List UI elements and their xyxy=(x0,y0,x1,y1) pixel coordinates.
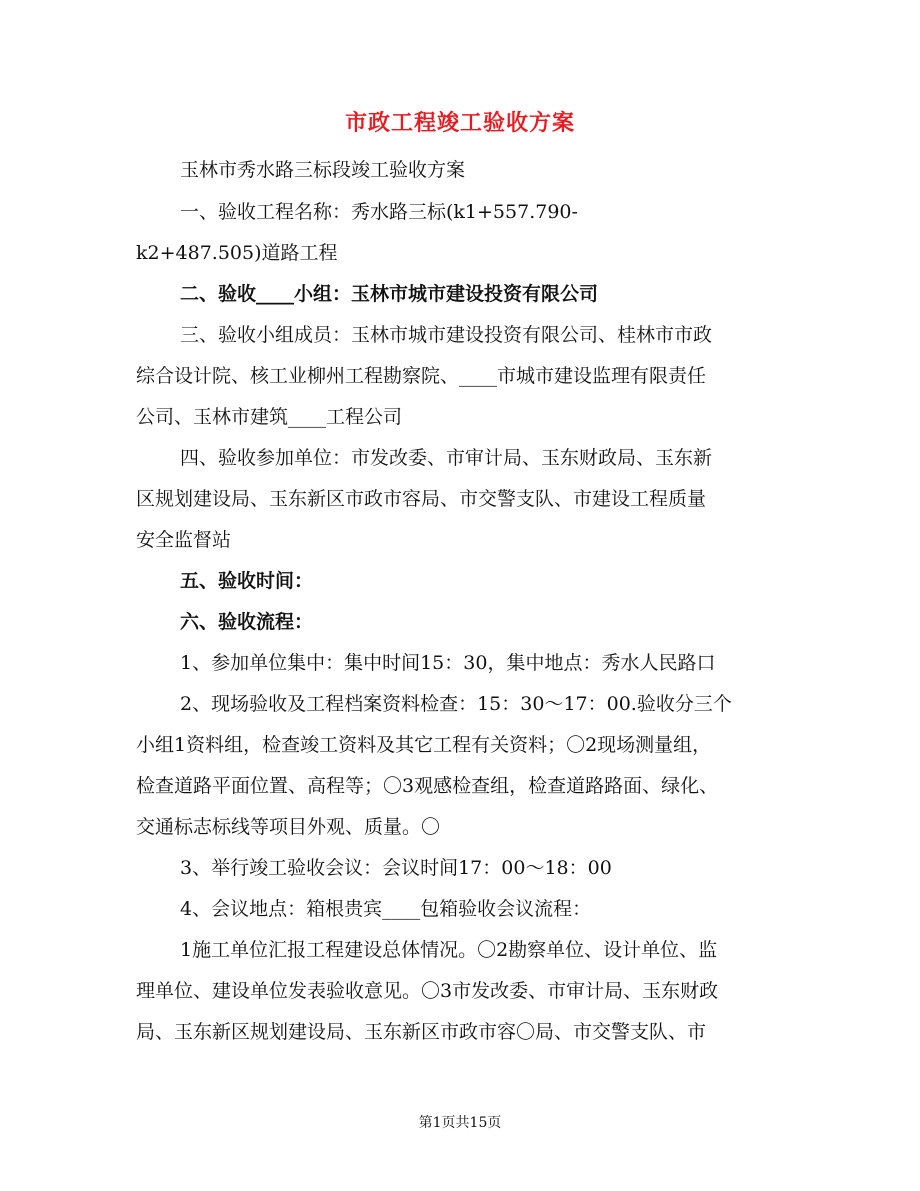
section-5-line: 五、验收时间： xyxy=(180,570,314,592)
section-3-line-3: 公司、玉林市建筑____工程公司 xyxy=(136,406,403,428)
step-2-line-2: 小组1资料组，检查竣工资料及其它工程有关资料；〇2现场测量组， xyxy=(136,734,712,756)
meeting-process-line-1: 1施工单位汇报工程建设总体情况。〇2勘察单位、设计单位、监 xyxy=(180,939,718,961)
subtitle-line: 玉林市秀水路三标段竣工验收方案 xyxy=(180,159,466,181)
section-1-line-1: 一、验收工程名称：秀水路三标(k1+557.790- xyxy=(180,201,578,223)
step-4-line: 4、会议地点：箱根贵宾____包箱验收会议流程： xyxy=(180,898,592,920)
section-3-line-1: 三、验收小组成员：玉林市城市建设投资有限公司、桂林市市政 xyxy=(180,324,713,346)
section-4-line-1: 四、验收参加单位：市发改委、市审计局、玉东财政局、玉东新 xyxy=(180,447,713,469)
section-3-line-2: 综合设计院、核工业柳州工程勘察院、____市城市建设监理有限责任 xyxy=(136,365,707,387)
step-3-line: 3、举行竣工验收会议：会议时间17：00～18：00 xyxy=(180,857,612,879)
section-6-line: 六、验收流程： xyxy=(180,611,314,633)
document-title: 市政工程竣工验收方案 xyxy=(344,110,575,136)
meeting-process-line-3: 局、玉东新区规划建设局、玉东新区市政市容〇局、市交警支队、市 xyxy=(136,1021,707,1043)
section-1-line-2: k2+487.505)道路工程 xyxy=(136,242,338,264)
section-4-line-2: 区规划建设局、玉东新区市政市容局、市交警支队、市建设工程质量 xyxy=(136,488,707,510)
meeting-process-line-2: 理单位、建设单位发表验收意见。〇3市发改委、市审计局、玉东财政 xyxy=(136,980,719,1002)
step-2-line-3: 检查道路平面位置、高程等；〇3观感检查组，检查道路路面、绿化、 xyxy=(136,775,719,797)
section-2-line: 二、验收____小组：玉林市城市建设投资有限公司 xyxy=(180,283,599,305)
section-4-line-3: 安全监督站 xyxy=(136,529,232,551)
step-2-line-1: 2、现场验收及工程档案资料检查：15：30～17：00.验收分三个 xyxy=(180,693,732,715)
step-1-line: 1、参加单位集中：集中时间15：30，集中地点：秀水人民路口 xyxy=(180,652,716,674)
page-footer: 第1页共15页 xyxy=(418,1115,502,1131)
step-2-line-4: 交通标志标线等项目外观、质量。〇 xyxy=(136,816,441,838)
